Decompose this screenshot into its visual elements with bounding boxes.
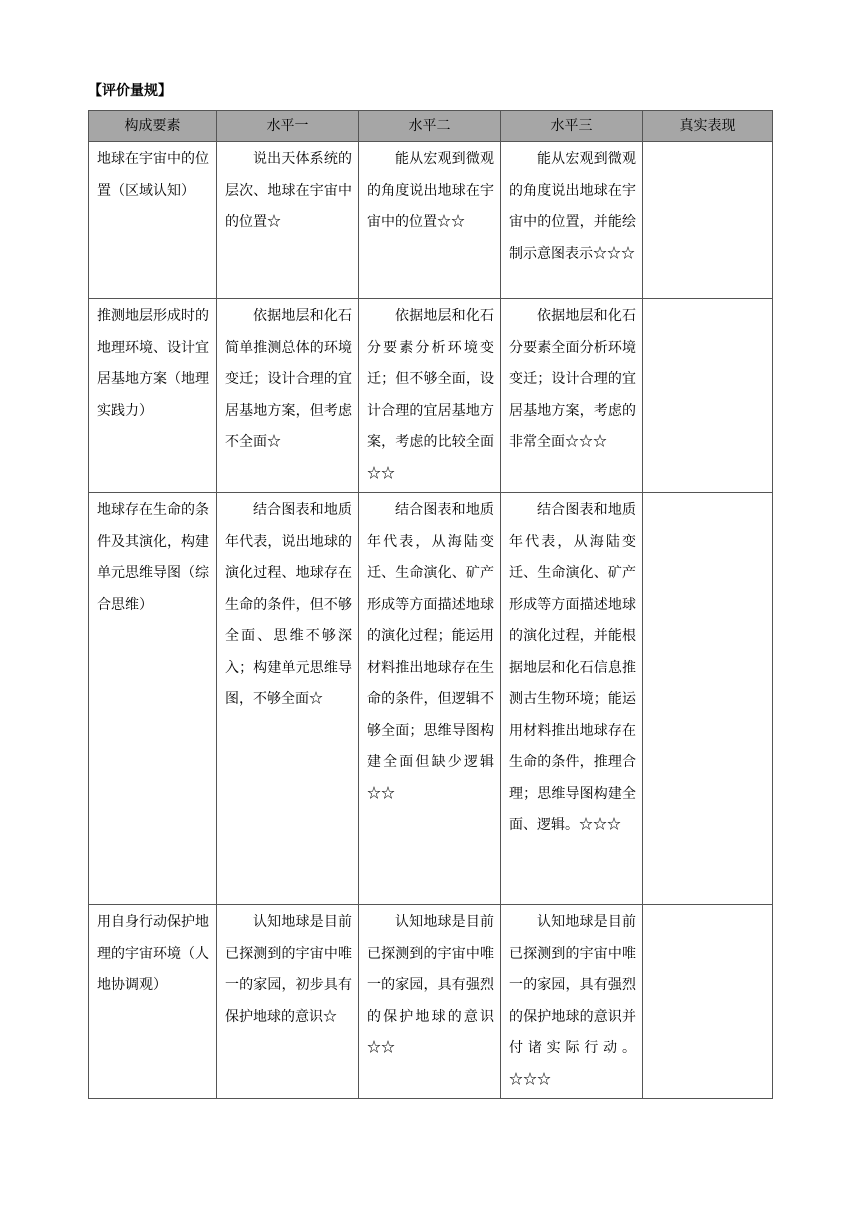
element-cell: 用自身行动保护地理的宇宙环境（人地协调观） <box>89 905 217 1099</box>
actual-cell <box>643 905 773 1099</box>
table-row <box>89 493 773 905</box>
header-level2: 水平二 <box>359 111 501 142</box>
table-header-row <box>89 111 773 142</box>
level3-cell: 能从宏观到微观的角度说出地球在宇宙中的位置，并能绘制示意图表示☆☆☆ <box>501 142 643 299</box>
level1-cell: 说出天体系统的层次、地球在宇宙中的位置☆ <box>217 142 359 299</box>
element-cell: 推测地层形成时的地理环境、设计宜居基地方案（地理实践力） <box>89 299 217 493</box>
level2-cell: 依据地层和化石分要素分析环境变迁；但不够全面，设计合理的宜居基地方案，考虑的比较全面☆☆ <box>359 299 501 493</box>
level3-cell: 依据地层和化石分要素全面分析环境变迁；设计合理的宜居基地方案，考虑的非常全面☆☆☆ <box>501 299 643 493</box>
header-actual: 真实表现 <box>643 111 773 142</box>
table-row <box>89 142 773 299</box>
rubric-table <box>88 110 773 1099</box>
header-level3: 水平三 <box>501 111 643 142</box>
element-cell: 地球存在生命的条件及其演化，构建单元思维导图（综合思维） <box>89 493 217 905</box>
header-element: 构成要素 <box>89 111 217 142</box>
level2-cell: 认知地球是目前已探测到的宇宙中唯一的家园，具有强烈的保护地球的意识☆☆ <box>359 905 501 1099</box>
element-cell: 地球在宇宙中的位置（区域认知） <box>89 142 217 299</box>
actual-cell <box>643 299 773 493</box>
level1-cell: 依据地层和化石简单推测总体的环境变迁；设计合理的宜居基地方案，但考虑不全面☆ <box>217 299 359 493</box>
table-row <box>89 299 773 493</box>
rubric-heading: 【评价量规】 <box>88 83 172 99</box>
level2-cell: 能从宏观到微观的角度说出地球在宇宙中的位置☆☆ <box>359 142 501 299</box>
level2-cell: 结合图表和地质年代表，从海陆变迁、生命演化、矿产形成等方面描述地球的演化过程；能运用材料推出地球存在生命的条件，但逻辑不够全面；思维导图构建全面但缺少逻辑☆☆ <box>359 493 501 905</box>
actual-cell <box>643 493 773 905</box>
actual-cell <box>643 142 773 299</box>
level3-cell: 认知地球是目前已探测到的宇宙中唯一的家园，具有强烈的保护地球的意识并付诸实际行动。☆☆☆ <box>501 905 643 1099</box>
level1-cell: 认知地球是目前已探测到的宇宙中唯一的家园，初步具有保护地球的意识☆ <box>217 905 359 1099</box>
level1-cell: 结合图表和地质年代表，说出地球的演化过程、地球存在生命的条件，但不够全面、思维不够深入；构建单元思维导图，不够全面☆ <box>217 493 359 905</box>
header-level1: 水平一 <box>217 111 359 142</box>
level3-cell: 结合图表和地质年代表，从海陆变迁、生命演化、矿产形成等方面描述地球的演化过程，并能根据地层和化石信息推测古生物环境；能运用材料推出地球存在生命的条件，推理合理；思维导图构建全面、逻辑。☆☆☆ <box>501 493 643 905</box>
table-row <box>89 905 773 1099</box>
